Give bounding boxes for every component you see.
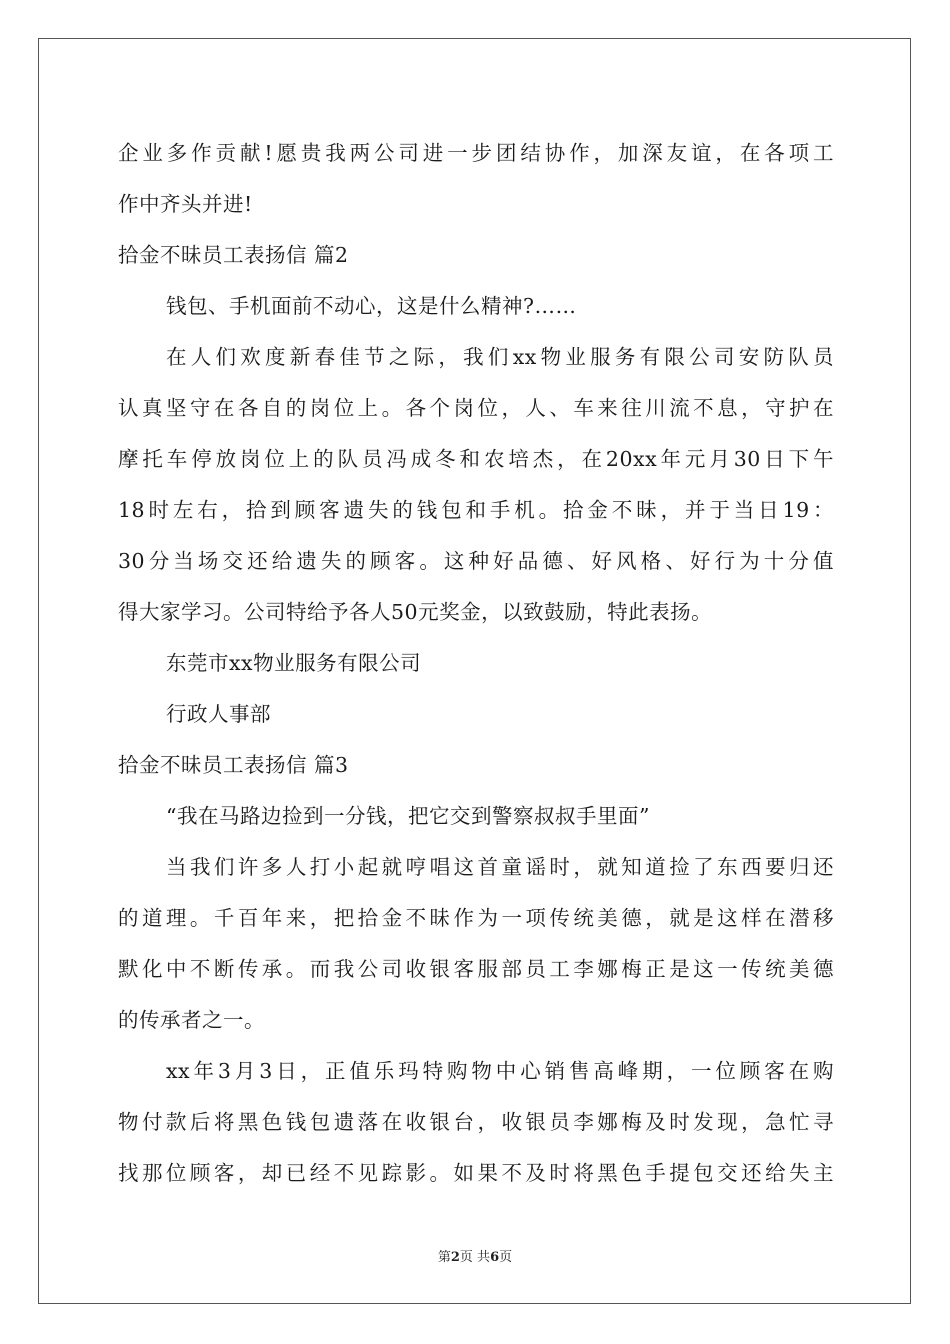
page-number-footer (0, 1246, 950, 1265)
quote-line: “我在马路边捡到一分钱，把它交到警察叔叔手里面” (166, 804, 650, 828)
text-line: 摩托车停放岗位上的队员冯成冬和农培杰，在20xx年元月30日下午 (118, 447, 834, 471)
text-line: 当我们许多人打小起就哼唱这首童谣时，就知道捡了东西要归还 (166, 855, 834, 879)
text-line: 找那位顾客，却已经不见踪影。如果不及时将黑色手提包交还给失主 (118, 1161, 834, 1185)
text-line: 物付款后将黑色钱包遗落在收银台，收银员李娜梅及时发现，急忙寻 (118, 1110, 834, 1134)
text-line: 在人们欢度新春佳节之际，我们xx物业服务有限公司安防队员 (166, 345, 834, 369)
total-page-number: 6 (490, 1250, 500, 1265)
signature-department: 行政人事部 (166, 702, 271, 726)
signature-company: 东莞市xx物业服务有限公司 (166, 651, 422, 675)
text-line: 企业多作贡献!愿贵我两公司进一步团结协作，加深友谊，在各项工 (118, 141, 834, 165)
section-heading: 拾金不昧员工表扬信 篇2 (118, 243, 349, 267)
footer-prefix: 第 (437, 1250, 451, 1265)
text-line: 认真坚守在各自的岗位上。各个岗位，人、车来往川流不息，守护在 (118, 396, 834, 420)
current-page-number: 2 (450, 1250, 460, 1265)
footer-suffix: 页 (499, 1250, 513, 1265)
section-heading: 拾金不昧员工表扬信 篇3 (118, 753, 349, 777)
text-line: 30分当场交还给遗失的顾客。这种好品德、好风格、好行为十分值 (118, 549, 834, 573)
text-line: 18时左右，拾到顾客遗失的钱包和手机。拾金不昧，并于当日19： (118, 498, 834, 522)
document-body (118, 128, 834, 1199)
lead-line: 钱包、手机面前不动心，这是什么精神?…… (166, 294, 577, 318)
text-line: 得大家学习。公司特给予各人50元奖金，以致鼓励，特此表扬。 (118, 600, 713, 624)
text-line: 的道理。千百年来，把拾金不昧作为一项传统美德，就是这样在潜移 (118, 906, 834, 930)
text-line: 的传承者之一。 (118, 1008, 265, 1032)
footer-mid: 页 共 (459, 1250, 491, 1265)
text-line: xx年3月3日，正值乐玛特购物中心销售高峰期，一位顾客在购 (166, 1059, 834, 1083)
text-line: 作中齐头并进! (118, 192, 253, 216)
text-line: 默化中不断传承。而我公司收银客服部员工李娜梅正是这一传统美德 (118, 957, 834, 981)
